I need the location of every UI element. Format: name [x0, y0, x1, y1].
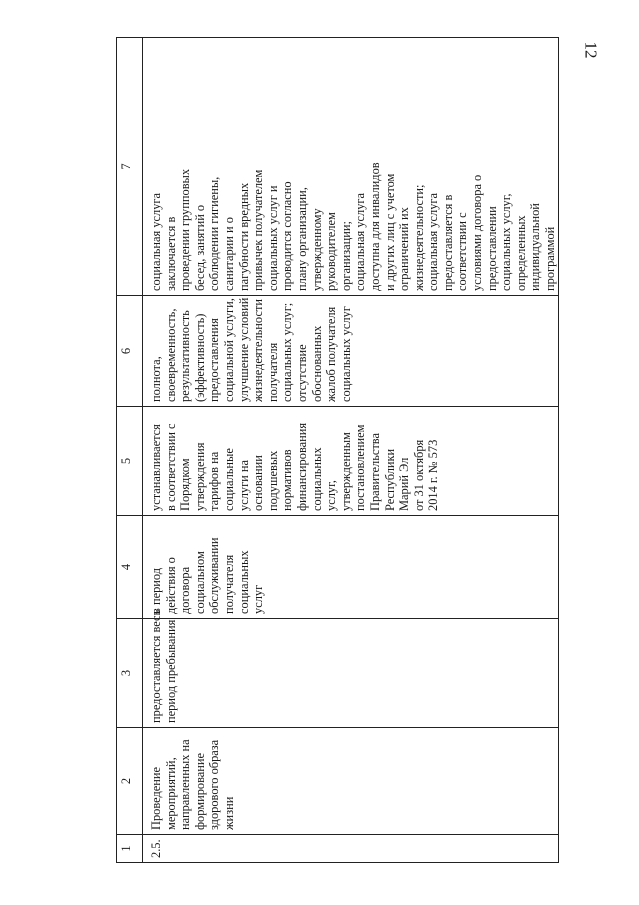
cell-text-line: социальная услуга [426, 193, 441, 291]
cell-text-line: устанавливается [149, 424, 163, 511]
cell-text-line: услуг [251, 584, 266, 614]
service-term-cell [143, 516, 559, 619]
cell-text-line: обслуживании [207, 537, 222, 614]
cell-text-line: утвержденным [338, 432, 353, 511]
cell-text-line: предоставляется в [440, 194, 455, 291]
cell-text-line: плану организации, [294, 187, 309, 291]
cell-text-line: Республики [382, 448, 397, 511]
cell-text-line: ограничений их [397, 207, 412, 291]
cell-text-line: программой [543, 226, 558, 291]
cell-text-line: результативность [178, 310, 193, 402]
cell-text-line: определенных [513, 215, 528, 291]
cell-text-line: получателя [265, 342, 280, 402]
cell-text-line: социальных услуг и [265, 185, 280, 291]
cell-text-line: жизнедеятельности; [411, 184, 426, 291]
service-period-cell [143, 609, 559, 728]
cell-text-line: социальных [236, 550, 251, 614]
cell-text-line: нормативов [280, 449, 295, 511]
cell-text-line: Марий Эл [397, 457, 412, 511]
cell-text-line: утверждения [192, 442, 207, 511]
cell-text-line: Проведение [149, 766, 163, 830]
cell-text-line: социальных услуг [338, 306, 353, 402]
cell-text-line: доступна для инвалидов [367, 162, 382, 291]
cell-text-line: социальная услуга [353, 193, 368, 291]
cell-text-line: пагубности вредных [236, 182, 251, 291]
cell-text-line: услуг, [324, 480, 339, 511]
cell-text-line: здорового образа [207, 739, 222, 830]
column-number-4: 4 [117, 516, 143, 619]
cell-text-line: привычек получателем [251, 169, 266, 291]
cell-text-line: Правительства [367, 433, 382, 511]
cell-text-line: условиями договора о [470, 174, 485, 291]
cell-text-line: соответствии с [455, 212, 470, 291]
cell-text-line: социальной услуги, [221, 298, 236, 402]
cell-text-line: Порядком [178, 458, 193, 511]
column-number-7: 7 [117, 38, 143, 296]
cell-text-line: предоставляется весь [149, 609, 163, 723]
cell-text-line: услуги на [236, 459, 251, 511]
cell-text-line: социальных услуг; [280, 302, 295, 402]
cell-text-line: предоставлении [484, 206, 499, 291]
service-conditions-cell [143, 38, 559, 296]
cell-text-line: предоставления [207, 318, 222, 402]
cell-text-line: действия о [163, 557, 178, 614]
cell-text-line: и других лиц с учетом [382, 173, 397, 291]
cell-text-line: постановлением [353, 424, 368, 511]
service-tariff-cell [143, 407, 559, 516]
column-number-2: 2 [117, 728, 143, 835]
cell-text-line: организации; [338, 221, 353, 291]
cell-text-line: проведении групповых [178, 168, 193, 291]
cell-text-line: соблюдении гигиены, [207, 176, 222, 291]
cell-text-line: улучшение условий [236, 297, 251, 402]
cell-text-line: проводится согласно [280, 181, 295, 291]
cell-text-line: жизнедеятельности [251, 299, 266, 402]
row-number-cell [143, 835, 559, 863]
cell-text-line: обоснованных [309, 325, 324, 402]
cell-text-line: тарифов на [207, 451, 222, 511]
cell-text-line: социальных услуг, [499, 193, 514, 291]
cell-text-line: направленных на [178, 739, 193, 830]
cell-text-line: бесед, занятий о [192, 204, 207, 291]
cell-text-line: финансирования [294, 422, 309, 511]
cell-text-line: заключается в [163, 216, 178, 291]
cell-text-line: социальных [309, 447, 324, 511]
cell-text-line: жалоб получателя [324, 306, 339, 402]
cell-text-line: социальная услуга [149, 193, 163, 291]
cell-text-line: социальном [192, 551, 207, 614]
page-number: 12 [581, 41, 601, 59]
column-number-1: 1 [117, 835, 143, 863]
cell-text-line: санитарии и о [221, 217, 236, 291]
cell-text-line: период пребывания [163, 619, 178, 723]
column-number-3: 3 [117, 619, 143, 728]
cell-text-line: отсутствие [294, 344, 309, 402]
cell-text-line: получателя [221, 554, 236, 614]
cell-text-line: в период [149, 567, 163, 614]
cell-text-line: договора [178, 566, 193, 614]
cell-text-line: основании [251, 455, 266, 511]
cell-text-line: полнота, [149, 356, 163, 402]
cell-text-line: своевременность, [163, 308, 178, 402]
column-number-row [117, 38, 143, 863]
cell-text-line: утвержденному [309, 208, 324, 291]
cell-text-line: социальные [221, 448, 236, 511]
cell-text-line: подушевых [265, 450, 280, 511]
cell-text-line: формирование [192, 752, 207, 830]
service-name-cell [143, 728, 559, 835]
table-row [143, 38, 559, 863]
column-number-5: 5 [117, 407, 143, 516]
cell-text-line: от 31 октября [411, 439, 426, 511]
cell-text-line: жизни [221, 796, 236, 830]
cell-text-line: индивидуальной [528, 203, 543, 291]
cell-text-line: руководителем [324, 212, 339, 291]
row-number: 2.5. [149, 839, 163, 858]
quality-indicators-cell [143, 296, 559, 407]
cell-text-line: мероприятий, [163, 757, 178, 830]
cell-text-line: в соответствии с [163, 423, 178, 511]
cell-text-line: 2014 г. № 573 [426, 439, 441, 511]
social-services-table [116, 37, 559, 863]
cell-text-line: (эффективность) [192, 313, 207, 402]
column-number-6: 6 [117, 296, 143, 407]
